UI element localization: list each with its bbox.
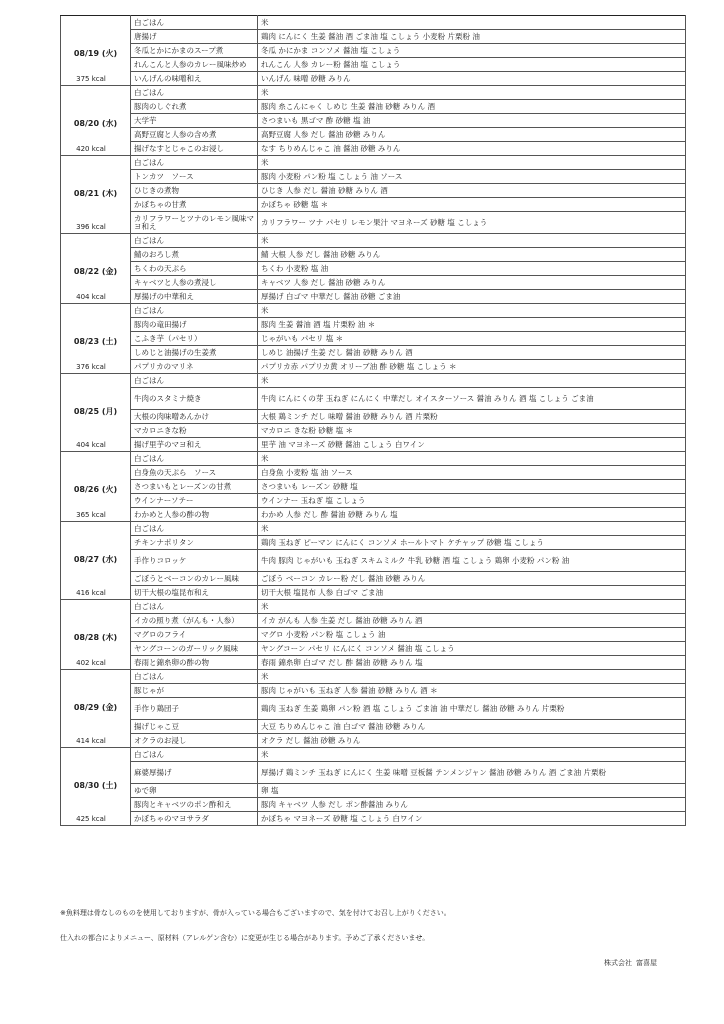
- dish-name: 牛肉のスタミナ焼き: [131, 388, 258, 410]
- menu-row: [61, 656, 686, 670]
- day-cell: [61, 670, 131, 748]
- dish-ingredients: 大根 鶏ミンチ だし 味噌 醤油 砂糖 みりん 酒 片栗粉: [258, 410, 686, 424]
- day-kcal: 375 kcal: [76, 75, 106, 83]
- menu-row: [61, 494, 686, 508]
- day-kcal: 414 kcal: [76, 737, 106, 745]
- dish-ingredients: 冬瓜 かにかま コンソメ 醤油 塩 こしょう: [258, 44, 686, 58]
- dish-name: 白ごはん: [131, 452, 258, 466]
- dish-name: トンカツ ソース: [131, 170, 258, 184]
- dish-name: 白ごはん: [131, 748, 258, 762]
- dish-name: 白ごはん: [131, 16, 258, 30]
- dish-ingredients: 厚揚げ 鶏ミンチ 玉ねぎ にんにく 生姜 味噌 豆板醤 テンメンジャン 醤油 砂糖 みりん 酒 ごま油 片栗粉: [258, 762, 686, 784]
- dish-ingredients: オクラ だし 醤油 砂糖 みりん: [258, 734, 686, 748]
- dish-name: ひじきの煮物: [131, 184, 258, 198]
- menu-row: [61, 586, 686, 600]
- dish-ingredients: ごぼう ベーコン カレー粉 だし 醤油 砂糖 みりん: [258, 572, 686, 586]
- menu-row: [61, 684, 686, 698]
- dish-ingredients: 米: [258, 304, 686, 318]
- dish-name: 白ごはん: [131, 304, 258, 318]
- dish-ingredients: さつまいも 黒ゴマ 酢 砂糖 塩 油: [258, 114, 686, 128]
- dish-name: かぼちゃの甘煮: [131, 198, 258, 212]
- dish-name: イカの照り煮（がんも・人参）: [131, 614, 258, 628]
- day-kcal: 396 kcal: [76, 223, 106, 231]
- dish-name: しめじと油揚げの生姜煮: [131, 346, 258, 360]
- dish-ingredients: さつまいも レーズン 砂糖 塩: [258, 480, 686, 494]
- dish-name: わかめと人参の酢の物: [131, 508, 258, 522]
- menu-row: [61, 16, 686, 30]
- menu-row: [61, 44, 686, 58]
- company-name: [600, 958, 657, 968]
- menu-row: [61, 784, 686, 798]
- day-date: 08/19 (火): [73, 49, 118, 58]
- dish-name: 厚揚げの中華和え: [131, 290, 258, 304]
- menu-row: [61, 410, 686, 424]
- menu-row: [61, 798, 686, 812]
- dish-name: かぼちゃのマヨサラダ: [131, 812, 258, 826]
- dish-name: 白身魚の天ぷら ソース: [131, 466, 258, 480]
- day-cell: [61, 156, 131, 234]
- dish-ingredients: 豚肉 生姜 醤油 酒 塩 片栗粉 油 ＊: [258, 318, 686, 332]
- menu-row: [61, 374, 686, 388]
- menu-row: [61, 480, 686, 494]
- menu-row: [61, 670, 686, 684]
- day-cell: [61, 600, 131, 670]
- dish-ingredients: 鯖 大根 人参 だし 醤油 砂糖 みりん: [258, 248, 686, 262]
- dish-name: ヤングコーンのガーリック風味: [131, 642, 258, 656]
- dish-name: マグロのフライ: [131, 628, 258, 642]
- menu-row: [61, 508, 686, 522]
- dish-name: 大根の肉味噌あんかけ: [131, 410, 258, 424]
- menu-row: [61, 142, 686, 156]
- dish-name: 白ごはん: [131, 522, 258, 536]
- menu-row: [61, 290, 686, 304]
- menu-row: [61, 58, 686, 72]
- menu-row: [61, 304, 686, 318]
- day-date: 08/22 (金): [73, 267, 118, 276]
- menu-row: [61, 600, 686, 614]
- dish-name: 白ごはん: [131, 670, 258, 684]
- menu-row: [61, 438, 686, 452]
- dish-ingredients: 里芋 油 マヨネーズ 砂糖 醤油 こしょう 白ワイン: [258, 438, 686, 452]
- dish-ingredients: 米: [258, 600, 686, 614]
- menu-row: [61, 572, 686, 586]
- menu-row: [61, 128, 686, 142]
- dish-name: ちくわの天ぷら: [131, 262, 258, 276]
- menu-table: [60, 15, 686, 826]
- company-type: 株式会社: [604, 959, 632, 967]
- dish-ingredients: ちくわ 小麦粉 塩 油: [258, 262, 686, 276]
- dish-ingredients: カリフラワー ツナ パセリ レモン果汁 マヨネーズ 砂糖 塩 こしょう: [258, 212, 686, 234]
- dish-name: 大学芋: [131, 114, 258, 128]
- menu-row: [61, 812, 686, 826]
- dish-ingredients: ウインナー 玉ねぎ 塩 こしょう: [258, 494, 686, 508]
- day-date: 08/25 (月): [73, 407, 118, 416]
- dish-name: パプリカのマリネ: [131, 360, 258, 374]
- menu-row: [61, 536, 686, 550]
- dish-name: 切干大根の塩昆布和え: [131, 586, 258, 600]
- dish-ingredients: 米: [258, 156, 686, 170]
- dish-ingredients: れんこん 人参 カレー粉 醤油 塩 こしょう: [258, 58, 686, 72]
- day-kcal: 376 kcal: [76, 363, 106, 371]
- dish-ingredients: ヤングコーン パセリ にんにく コンソメ 醤油 塩 こしょう: [258, 642, 686, 656]
- menu-row: [61, 628, 686, 642]
- menu-row: [61, 748, 686, 762]
- day-cell: [61, 304, 131, 374]
- dish-name: ごぼうとベーコンのカレー風味: [131, 572, 258, 586]
- day-kcal: 402 kcal: [76, 659, 106, 667]
- day-kcal: 425 kcal: [76, 815, 106, 823]
- menu-row: [61, 30, 686, 44]
- dish-name: 揚げなすとじゃこのお浸し: [131, 142, 258, 156]
- dish-ingredients: じゃがいも パセリ 塩 ＊: [258, 332, 686, 346]
- dish-name: 手作りコロッケ: [131, 550, 258, 572]
- dish-ingredients: わかめ 人参 だし 酢 醤油 砂糖 みりん 塩: [258, 508, 686, 522]
- menu-row: [61, 156, 686, 170]
- menu-row: [61, 698, 686, 720]
- dish-ingredients: 鶏肉 玉ねぎ ピーマン にんにく コンソメ ホールトマト ケチャップ 砂糖 塩 こしょう: [258, 536, 686, 550]
- day-date: 08/21 (木): [73, 189, 118, 198]
- menu-row: [61, 424, 686, 438]
- dish-ingredients: マグロ 小麦粉 パン粉 塩 こしょう 油: [258, 628, 686, 642]
- day-date: 08/28 (木): [73, 633, 118, 642]
- dish-ingredients: 牛肉 豚肉 じゃがいも 玉ねぎ スキムミルク 牛乳 砂糖 酒 塩 こしょう 鶏卵 小麦粉 パン粉 油: [258, 550, 686, 572]
- dish-ingredients: 切干大根 塩昆布 人参 白ゴマ ごま油: [258, 586, 686, 600]
- day-kcal: 404 kcal: [76, 293, 106, 301]
- menu-row: [61, 550, 686, 572]
- menu-row: [61, 452, 686, 466]
- dish-name: マカロニきな粉: [131, 424, 258, 438]
- dish-name: 唐揚げ: [131, 30, 258, 44]
- dish-name: 白ごはん: [131, 156, 258, 170]
- dish-name: 白ごはん: [131, 234, 258, 248]
- menu-row: [61, 642, 686, 656]
- menu-row: [61, 466, 686, 480]
- dish-ingredients: なす ちりめんじゃこ 油 醤油 砂糖 みりん: [258, 142, 686, 156]
- dish-ingredients: 卵 塩: [258, 784, 686, 798]
- dish-name: こふき芋（パセリ）: [131, 332, 258, 346]
- dish-ingredients: 豚肉 糸こんにゃく しめじ 生姜 醤油 砂糖 みりん 酒: [258, 100, 686, 114]
- day-date: 08/30 (土): [73, 781, 118, 790]
- dish-ingredients: マカロニ きな粉 砂糖 塩 ＊: [258, 424, 686, 438]
- menu-row: [61, 114, 686, 128]
- dish-ingredients: 厚揚げ 白ゴマ 中華だし 醤油 砂糖 ごま油: [258, 290, 686, 304]
- menu-row: [61, 346, 686, 360]
- dish-name: いんげんの味噌和え: [131, 72, 258, 86]
- dish-ingredients: しめじ 油揚げ 生姜 だし 醤油 砂糖 みりん 酒: [258, 346, 686, 360]
- dish-ingredients: 春雨 錦糸卵 白ゴマ だし 酢 醤油 砂糖 みりん 塩: [258, 656, 686, 670]
- day-date: 08/26 (火): [73, 485, 118, 494]
- dish-name: チキンナポリタン: [131, 536, 258, 550]
- menu-row: [61, 614, 686, 628]
- dish-name: 白ごはん: [131, 600, 258, 614]
- dish-name: 豚肉の竜田揚げ: [131, 318, 258, 332]
- menu-row: [61, 170, 686, 184]
- dish-ingredients: 鶏肉 玉ねぎ 生姜 鶏卵 パン粉 酒 塩 こしょう ごま油 油 中華だし 醤油 砂糖 みりん 片栗粉: [258, 698, 686, 720]
- menu-row: [61, 332, 686, 346]
- dish-name: 揚げじゃこ豆: [131, 720, 258, 734]
- menu-row: [61, 276, 686, 290]
- menu-row: [61, 184, 686, 198]
- menu-row: [61, 100, 686, 114]
- dish-ingredients: 大豆 ちりめんじゃこ 油 白ゴマ 醤油 砂糖 みりん: [258, 720, 686, 734]
- dish-ingredients: 高野豆腐 人参 だし 醤油 砂糖 みりん: [258, 128, 686, 142]
- day-cell: [61, 16, 131, 86]
- dish-name: 麻婆厚揚げ: [131, 762, 258, 784]
- day-date: 08/20 (水): [73, 119, 118, 128]
- dish-name: 鯖のおろし煮: [131, 248, 258, 262]
- day-cell: [61, 452, 131, 522]
- dish-name: 豚肉とキャベツのポン酢和え: [131, 798, 258, 812]
- dish-ingredients: 牛肉 にんにくの芽 玉ねぎ にんにく 中華だし オイスターソース 醤油 みりん 酒 塩 こしょう ごま油: [258, 388, 686, 410]
- dish-ingredients: 米: [258, 670, 686, 684]
- dish-ingredients: 米: [258, 374, 686, 388]
- dish-ingredients: 白身魚 小麦粉 塩 油 ソース: [258, 466, 686, 480]
- dish-name: ゆで卵: [131, 784, 258, 798]
- day-kcal: 420 kcal: [76, 145, 106, 153]
- menu-row: [61, 248, 686, 262]
- day-kcal: 416 kcal: [76, 589, 106, 597]
- dish-ingredients: かぼちゃ 砂糖 塩 ＊: [258, 198, 686, 212]
- fish-bone-note: ※魚料理は骨なしのものを使用しておりますが、骨が入っている場合もございますので、気を付けてお召し上がりください。: [60, 909, 451, 917]
- dish-name: 豚肉のしぐれ煮: [131, 100, 258, 114]
- day-date: 08/29 (金): [73, 703, 118, 712]
- dish-name: 豚じゃが: [131, 684, 258, 698]
- day-date: 08/27 (水): [73, 555, 118, 564]
- dish-name: 高野豆腐と人参の含め煮: [131, 128, 258, 142]
- dish-name: 春雨と錦糸卵の酢の物: [131, 656, 258, 670]
- menu-row: [61, 318, 686, 332]
- menu-row: [61, 212, 686, 234]
- dish-ingredients: いんげん 味噌 砂糖 みりん: [258, 72, 686, 86]
- dish-name: ウインナーソテー: [131, 494, 258, 508]
- dish-ingredients: 米: [258, 16, 686, 30]
- dish-ingredients: 米: [258, 452, 686, 466]
- menu-row: [61, 86, 686, 100]
- menu-row: [61, 720, 686, 734]
- dish-name: 揚げ里芋のマヨ和え: [131, 438, 258, 452]
- menu-row: [61, 72, 686, 86]
- dish-ingredients: 米: [258, 234, 686, 248]
- dish-ingredients: 豚肉 小麦粉 パン粉 塩 こしょう 油 ソース: [258, 170, 686, 184]
- dish-name: キャベツと人参の煮浸し: [131, 276, 258, 290]
- day-cell: [61, 748, 131, 826]
- day-cell: [61, 86, 131, 156]
- dish-ingredients: 米: [258, 522, 686, 536]
- dish-ingredients: 鶏肉 にんにく 生姜 醤油 酒 ごま油 塩 こしょう 小麦粉 片栗粉 油: [258, 30, 686, 44]
- company-brand: 富喜屋: [636, 959, 657, 967]
- dish-name: カリフラワーとツナのレモン風味マヨ和え: [131, 212, 258, 234]
- day-cell: [61, 522, 131, 600]
- menu-row: [61, 762, 686, 784]
- dish-name: オクラのお浸し: [131, 734, 258, 748]
- menu-row: [61, 234, 686, 248]
- dish-name: 白ごはん: [131, 374, 258, 388]
- dish-ingredients: イカ がんも 人参 生姜 だし 醤油 砂糖 みりん 酒: [258, 614, 686, 628]
- menu-row: [61, 734, 686, 748]
- day-kcal: 365 kcal: [76, 511, 106, 519]
- dish-ingredients: 米: [258, 86, 686, 100]
- dish-name: 手作り鶏団子: [131, 698, 258, 720]
- dish-ingredients: 米: [258, 748, 686, 762]
- dish-ingredients: キャベツ 人参 だし 醤油 砂糖 みりん: [258, 276, 686, 290]
- menu-row: [61, 388, 686, 410]
- dish-name: 白ごはん: [131, 86, 258, 100]
- dish-ingredients: ひじき 人参 だし 醤油 砂糖 みりん 酒: [258, 184, 686, 198]
- dish-name: さつまいもとレーズンの甘煮: [131, 480, 258, 494]
- menu-change-note: 仕入れの都合によりメニュー、原材料（アレルゲン含む）に変更が生じる場合があります。予めご了承くださいませ。: [60, 934, 430, 942]
- dish-name: 冬瓜とかにかまのスープ煮: [131, 44, 258, 58]
- dish-ingredients: パプリカ赤 パプリカ黄 オリーブ油 酢 砂糖 塩 こしょう ＊: [258, 360, 686, 374]
- dish-name: れんこんと人参のカレー風味炒め: [131, 58, 258, 72]
- menu-row: [61, 360, 686, 374]
- day-cell: [61, 234, 131, 304]
- day-cell: [61, 374, 131, 452]
- menu-row: [61, 522, 686, 536]
- dish-ingredients: かぼちゃ マヨネーズ 砂糖 塩 こしょう 白ワイン: [258, 812, 686, 826]
- dish-ingredients: 豚肉 じゃがいも 玉ねぎ 人参 醤油 砂糖 みりん 酒 ＊: [258, 684, 686, 698]
- menu-row: [61, 262, 686, 276]
- day-kcal: 404 kcal: [76, 441, 106, 449]
- dish-ingredients: 豚肉 キャベツ 人参 だし ポン酢醤油 みりん: [258, 798, 686, 812]
- menu-row: [61, 198, 686, 212]
- day-date: 08/23 (土): [73, 337, 118, 346]
